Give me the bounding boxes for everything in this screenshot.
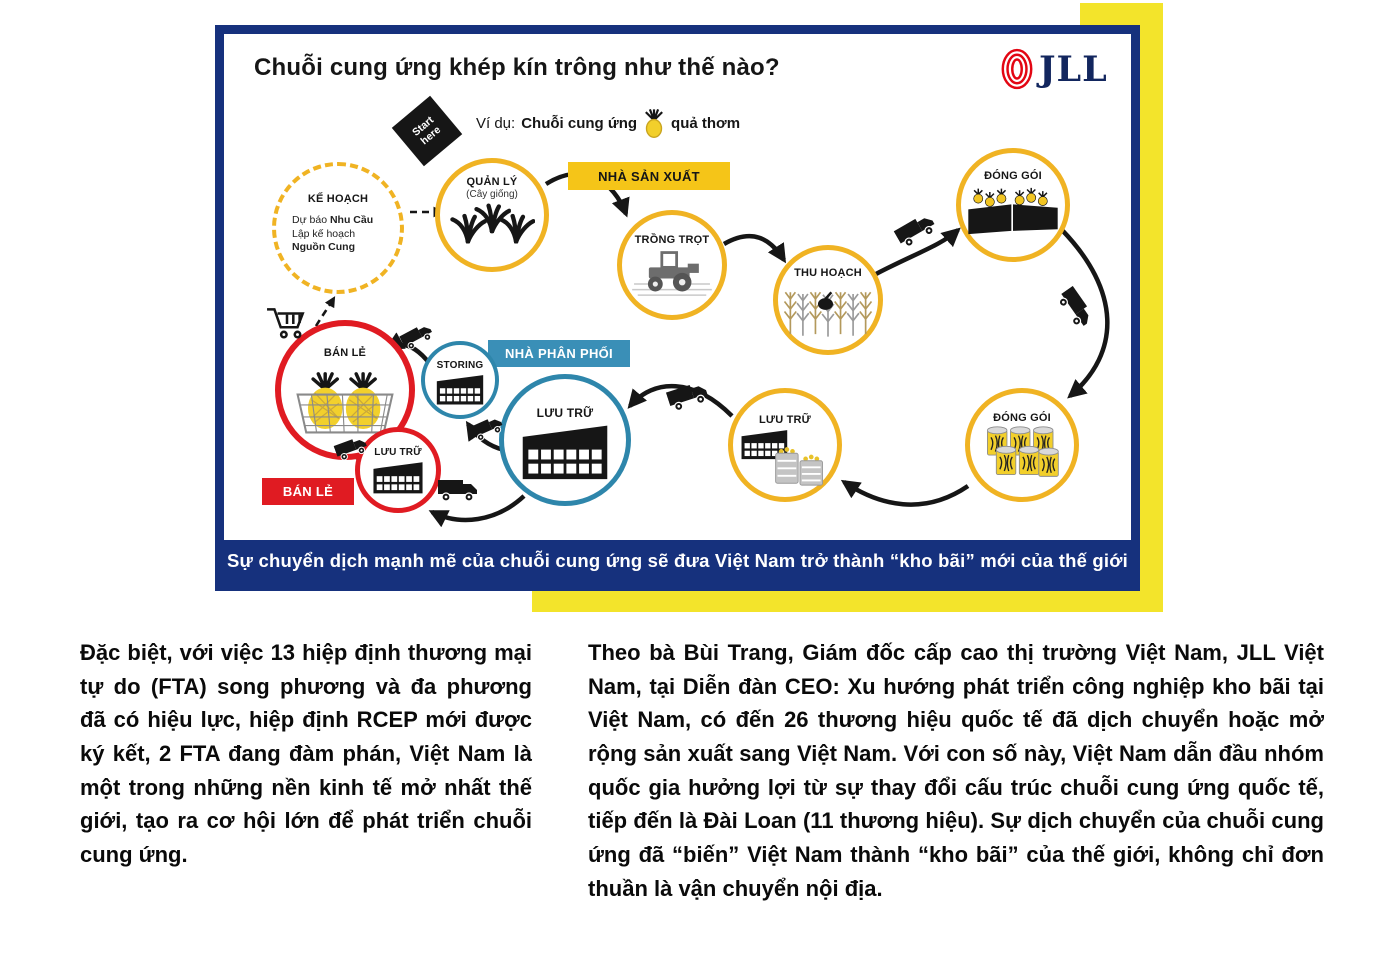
node-title: QUẢN LÝ [466,176,518,188]
seedlings-icon [449,200,535,244]
banner-ban-le [262,478,354,505]
start-here-label: Start here [410,114,444,148]
banner-nha-san-xuat [568,162,730,190]
infographic-title: Chuỗi cung ứng khép kín trông như thế nào? [254,54,780,81]
node-dong-goi-fresh [956,148,1070,262]
harvest-crops-icon [782,280,874,338]
node-title: ĐÓNG GÓI [993,412,1051,424]
node-thu-hoach [773,245,883,355]
infographic-caption: Sự chuyển dịch mạnh mẽ của chuỗi cung ứng sẽ đưa Việt Nam trở thành “kho bãi” mới của thế giới [227,550,1128,571]
truck-icon [1055,285,1098,332]
node-title: BÁN LẺ [323,347,367,359]
article-paragraph-left: Đặc biệt, với việc 13 hiệp định thương mại tự do (FTA) song phương và đa phương đã có hiệu lực, hiệp định RCEP mới được ký kết, 2 FTA đang đàm phán, Việt Nam là một trong những nền kinh tế mở nhất thế giới, tạo ra cơ hội lớn để phát triển chuỗi cung ứng. [80,640,532,867]
node-luu-tru-factory [728,388,842,502]
tractor-icon [630,247,714,297]
truck-icon [665,378,710,413]
canned-goods-icon [980,425,1064,487]
plan-line1-prefix: Dự báo [292,214,330,227]
planning-details [276,214,400,255]
node-dong-goi-cans [965,388,1079,502]
jll-logo-text: JLL [1039,48,1108,90]
warehouse-icon [434,372,486,406]
truck-icon [893,210,940,251]
diagram-area [224,34,1131,540]
plan-line2-prefix: Lập kế hoạch [292,227,356,240]
node-quan-ly [435,158,549,272]
example-legend [476,108,740,138]
node-title: LƯU TRỮ [536,406,594,420]
warehouse-pallets-icon [740,427,830,487]
node-title: STORING [436,360,484,371]
warehouse-icon [370,459,426,495]
banner-nha-phan-phoi [488,340,630,367]
article-paragraph-right: Theo bà Bùi Trang, Giám đốc cấp cao thị trường Việt Nam, JLL Việt Nam, tại Diễn đàn CEO: Xu hướng phát triển công nghiệp kho bãi tại Việt Nam, có đến 26 thương hiệu quốc tế đã dịch chuyển hoặc mở rộng sản xuất sang Việt Nam. Với con số này, Việt Nam dẫn đầu nhóm quốc gia hưởng lợi từ sự thay đổi cấu trúc chuỗi cung ứng quốc tế, tiếp đến là Đài Loan (11 thương hiệu). Sự dịch chuyển của chuỗi cung ứng đã “biến” Việt Nam thành “kho bãi” của thế giới, không chỉ đơn thuần là vận chuyển nội địa. [588,640,1324,901]
node-luu-tru-distributor [499,374,631,506]
node-ke-hoach [272,162,404,294]
pineapple-icon [643,108,665,138]
node-trong-trot [617,210,727,320]
node-title: LƯU TRỮ [758,414,812,426]
banner-label: NHÀ SẢN XUẤT [598,168,700,184]
legend-suffix: quả thơm [671,114,741,132]
node-title: ĐÓNG GÓI [984,170,1042,182]
legend-prefix: Ví dụ: [476,114,516,132]
pineapple-crates-icon [965,183,1061,239]
plan-line2-bold: Nguồn Cung [292,241,355,254]
legend-bold: Chuỗi cung ứng [521,114,638,132]
node-title: LƯU TRỮ [374,447,422,458]
warehouse-icon [517,420,613,482]
banner-label: NHÀ PHÂN PHỐI [505,346,613,361]
node-title: THU HOẠCH [794,267,862,279]
jll-logo [999,48,1108,90]
jll-logo-rings-icon [999,48,1035,90]
banner-label: BÁN LẺ [282,484,334,499]
shopping-cart-icon [266,306,308,340]
node-subtitle: (Cây giống) [466,189,518,201]
node-storing [421,341,499,419]
node-title: TRỒNG TRỌT [634,234,710,246]
pineapple-basket-icon [289,360,401,436]
node-title: KẾ HOẠCH [307,193,369,205]
start-here-badge [392,96,462,166]
truck-icon [398,320,438,356]
infographic-card [215,25,1140,591]
plan-line1-bold: Nhu Cầu [329,214,374,227]
truck-icon [438,478,478,502]
node-luu-tru-retail [355,427,441,513]
infographic-caption-bar [224,540,1131,582]
